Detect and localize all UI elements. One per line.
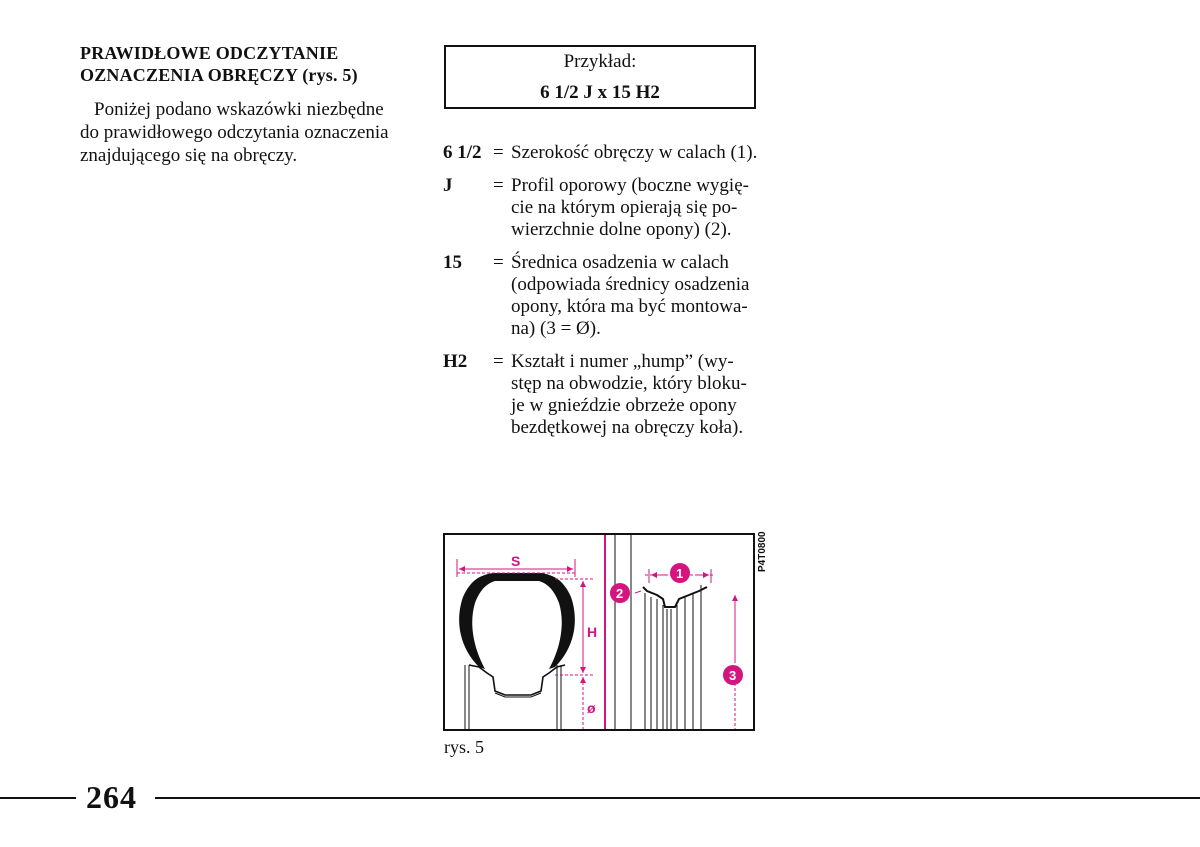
label-s: S (511, 553, 521, 569)
callout-1-label: 1 (676, 566, 684, 581)
definition-key: J (443, 175, 453, 196)
figure-caption: rys. 5 (444, 737, 484, 757)
label-h: H (587, 624, 598, 640)
definition-text: Średnica osadzenia w calach (odpowiada średnicy osadzenia opony, która ma być montowa- na) (3 = Ø). (511, 252, 750, 339)
definition-equals: = (493, 142, 504, 163)
heading-line-2 (80, 64, 410, 86)
example-label: Przykład: (563, 51, 637, 72)
definitions-list (443, 142, 763, 450)
rim-figure (443, 533, 755, 731)
definition-key: 6 1/2 (443, 142, 482, 163)
definition-item (443, 351, 763, 439)
rim-side-view (615, 535, 707, 729)
definition-text: Kształt i numer „hump” (wy- stęp na obwodzie, który bloku- je w gnieździe obrzeże opony bezdętkowej na obręczy koła). (511, 351, 747, 438)
footer-rule-left (0, 797, 76, 799)
definition-equals: = (493, 252, 504, 273)
definition-text: Szerokość obręczy w calach (1). (511, 142, 758, 163)
callout-2-label: 2 (616, 586, 624, 601)
tire-section (459, 573, 575, 669)
footer-rule-right (155, 797, 1200, 799)
heading-figure-ref: (rys. 5) (302, 65, 358, 85)
definition-equals: = (493, 175, 504, 196)
definition-item (443, 252, 763, 340)
heading-line-2-main: OZNACZENIA OBRĘCZY (80, 65, 298, 85)
example-box (444, 45, 756, 109)
definition-key: 15 (443, 252, 462, 273)
definition-item (443, 142, 763, 164)
intro-paragraph: Poniżej podano wskazówki niezbędne do prawidłowego odczytania oznaczenia znajdującego się na obręczy. (80, 99, 389, 166)
definition-key: H2 (443, 351, 468, 372)
figure-code: P4T0800 (757, 531, 768, 573)
definition-equals: = (493, 351, 504, 372)
page-number: 264 (86, 779, 137, 815)
callout-3-label: 3 (729, 668, 737, 683)
definition-item (443, 175, 763, 241)
definition-text: Profil oporowy (boczne wygię- cie na którym opierają się po- wierzchnie dolne opony) (2). (511, 175, 749, 240)
heading-line-1: PRAWIDŁOWE ODCZYTANIE (80, 43, 339, 63)
rim-profile-left (469, 665, 565, 695)
rim-diagram (445, 535, 753, 729)
label-diameter: ø (587, 700, 596, 716)
example-code: 6 1/2 J x 15 H2 (540, 82, 660, 103)
section-heading (80, 42, 410, 86)
